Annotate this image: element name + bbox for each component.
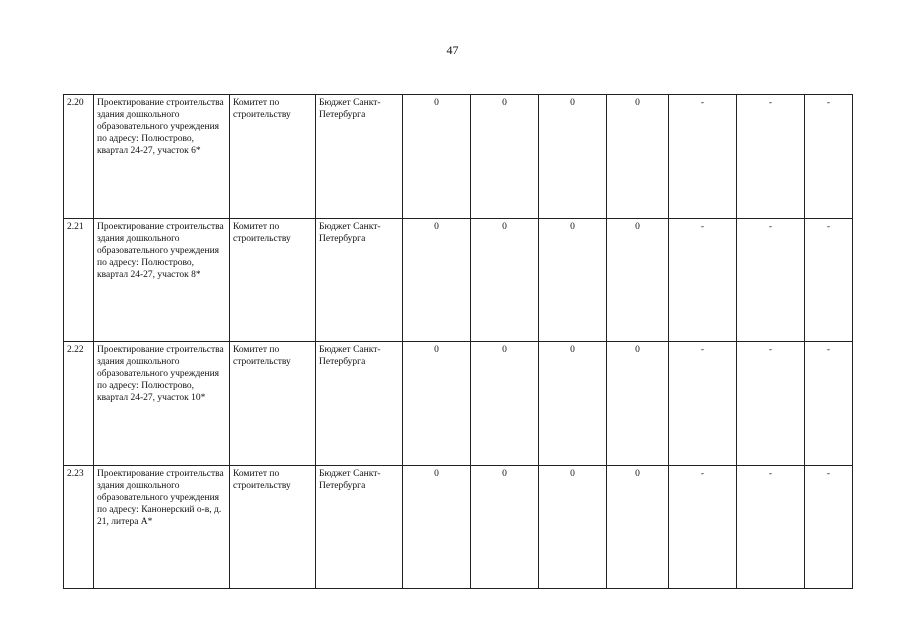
row-value: - [805, 95, 853, 219]
row-name: Проектирование строительства здания дошкольного образовательного учреждения по адресу: Полюстрово, квартал 24-27, участок 10* [94, 342, 230, 466]
table-body [64, 95, 853, 589]
row-number: 2.21 [64, 218, 94, 342]
budget-table [63, 94, 853, 589]
row-value: - [805, 465, 853, 589]
row-value: 0 [403, 95, 471, 219]
row-name: Проектирование строительства здания дошкольного образовательного учреждения по адресу: Полюстрово, квартал 24-27, участок 6* [94, 95, 230, 219]
row-value: - [669, 218, 737, 342]
row-value: - [669, 465, 737, 589]
table-row [64, 95, 853, 219]
row-organization: Комитет по строительству [230, 218, 316, 342]
row-value: 0 [607, 342, 669, 466]
row-value: - [737, 218, 805, 342]
row-value: 0 [607, 218, 669, 342]
page-number: 47 [446, 43, 459, 57]
row-value: 0 [607, 95, 669, 219]
row-value: 0 [471, 95, 539, 219]
row-value: 0 [539, 218, 607, 342]
row-value: 0 [471, 342, 539, 466]
row-value: 0 [471, 218, 539, 342]
row-organization: Комитет по строительству [230, 465, 316, 589]
row-funding-source: Бюджет Санкт-Петербурга [316, 465, 403, 589]
row-name: Проектирование строительства здания дошкольного образовательного учреждения по адресу: Канонерский о-в, д. 21, литера А* [94, 465, 230, 589]
table-row [64, 342, 853, 466]
row-number: 2.22 [64, 342, 94, 466]
row-value: - [805, 342, 853, 466]
row-value: 0 [539, 465, 607, 589]
row-number: 2.20 [64, 95, 94, 219]
table-row [64, 465, 853, 589]
row-organization: Комитет по строительству [230, 342, 316, 466]
row-name: Проектирование строительства здания дошкольного образовательного учреждения по адресу: Полюстрово, квартал 24-27, участок 8* [94, 218, 230, 342]
row-number: 2.23 [64, 465, 94, 589]
row-funding-source: Бюджет Санкт-Петербурга [316, 342, 403, 466]
row-value: 0 [403, 218, 471, 342]
row-value: - [669, 342, 737, 466]
row-funding-source: Бюджет Санкт-Петербурга [316, 95, 403, 219]
row-value: 0 [403, 465, 471, 589]
row-value: 0 [539, 342, 607, 466]
row-value: - [805, 218, 853, 342]
row-value: 0 [403, 342, 471, 466]
row-value: 0 [539, 95, 607, 219]
table-row [64, 218, 853, 342]
row-value: 0 [607, 465, 669, 589]
row-funding-source: Бюджет Санкт-Петербурга [316, 218, 403, 342]
row-value: - [669, 95, 737, 219]
row-value: - [737, 342, 805, 466]
row-value: - [737, 95, 805, 219]
row-value: - [737, 465, 805, 589]
row-organization: Комитет по строительству [230, 95, 316, 219]
row-value: 0 [471, 465, 539, 589]
